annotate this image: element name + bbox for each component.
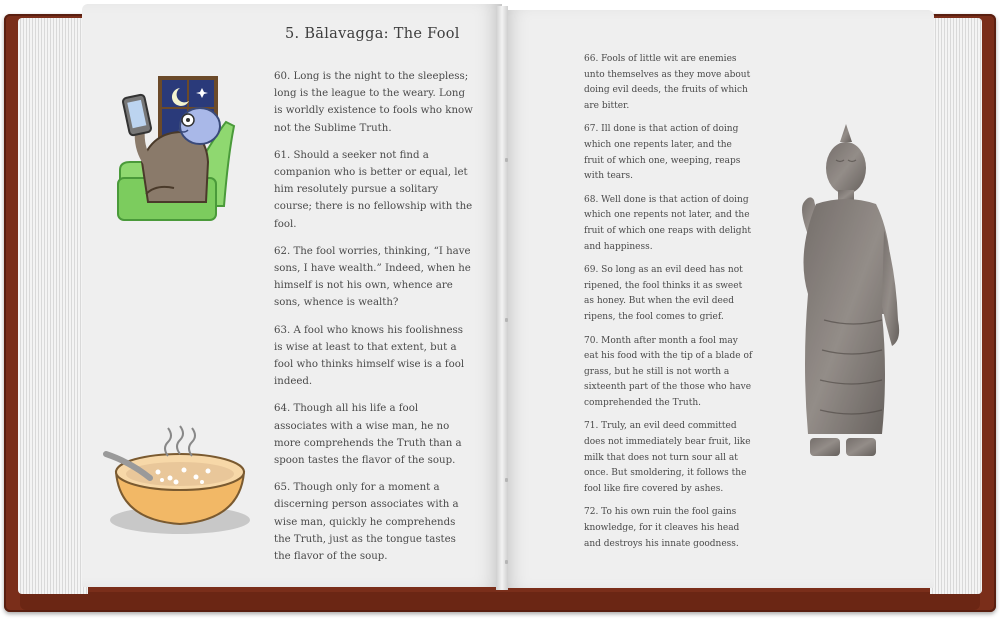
binding-stitch <box>505 560 508 564</box>
right-page-stack <box>930 18 982 594</box>
verse-69: 69. So long as an evil deed has not ripened, the fool thinks it as sweet as honey. But when the evil deed ripens, the fool comes to grief. <box>584 265 743 322</box>
left-page-stack <box>18 18 88 594</box>
book-cover-edge <box>20 592 980 610</box>
right-verse-column <box>584 52 754 552</box>
verse-62: 62. The fool worries, thinking, “I have sons, I have wealth.” Indeed, when he himself is not his own, whence are sons, whence is wealth? <box>274 245 471 309</box>
verse-64: 64. Though all his life a fool associates with a wise man, he no more comprehends the Truth than a spoon tastes the flavor of the soup. <box>274 403 462 467</box>
verse-66: 66. Fools of little wit are enemies unto themselves as they move about doing evil deeds, the fruits of which are bitter. <box>584 54 751 111</box>
book-gutter <box>496 6 508 590</box>
left-verse-column <box>274 68 474 565</box>
binding-stitch <box>505 478 508 482</box>
verse-67: 67. Ill done is that action of doing which one repents later, and the fruit of which one, weeping, reaps with tears. <box>584 124 741 182</box>
steam-icon <box>165 426 195 456</box>
chapter-title: 5. Bālavagga: The Fool <box>285 26 460 42</box>
verse-68: 68. Well done is that action of doing which one repents not later, and the fruit of which one reaps with delight and happiness. <box>584 194 751 252</box>
binding-stitch <box>505 318 508 322</box>
verse-70: 70. Month after month a fool may eat his food with the tip of a blade of grass, but he still is not worth a sixteenth part of the those who have comprehended the Truth. <box>584 335 753 408</box>
verse-65: 65. Though only for a moment a discerning person associates with a wise man, quickly he comprehends the Truth, just as the tongue tastes the flavor of the soup. <box>274 482 459 563</box>
sleepless-man-illustration <box>112 74 240 222</box>
verse-60: 60. Long is the night to the sleepless; long is the league to the weary. Long is worldly existence to fools who know not the Sublime Truth. <box>274 71 473 134</box>
verse-71: 71. Truly, an evil deed committed does not immediately bear fruit, like milk that does not turn sour all at once. But smoldering, it follows the fool like fire covered by ashes. <box>584 421 751 494</box>
verse-72: 72. To his own ruin the fool gains knowledge, for it cleaves his head and destroys his innate goodness. <box>584 507 740 549</box>
buddha-statue-image <box>780 120 910 480</box>
verse-63: 63. A fool who knows his foolishness is wise at least to that extent, but a fool who thinks himself wise is a fool indeed. <box>274 324 465 388</box>
soup-bowl-illustration <box>100 420 260 540</box>
binding-stitch <box>505 158 508 162</box>
verse-61: 61. Should a seeker not find a companion who is better or equal, let him resolutely pursue a solitary course; there is no fellowship with the fool. <box>274 149 473 230</box>
